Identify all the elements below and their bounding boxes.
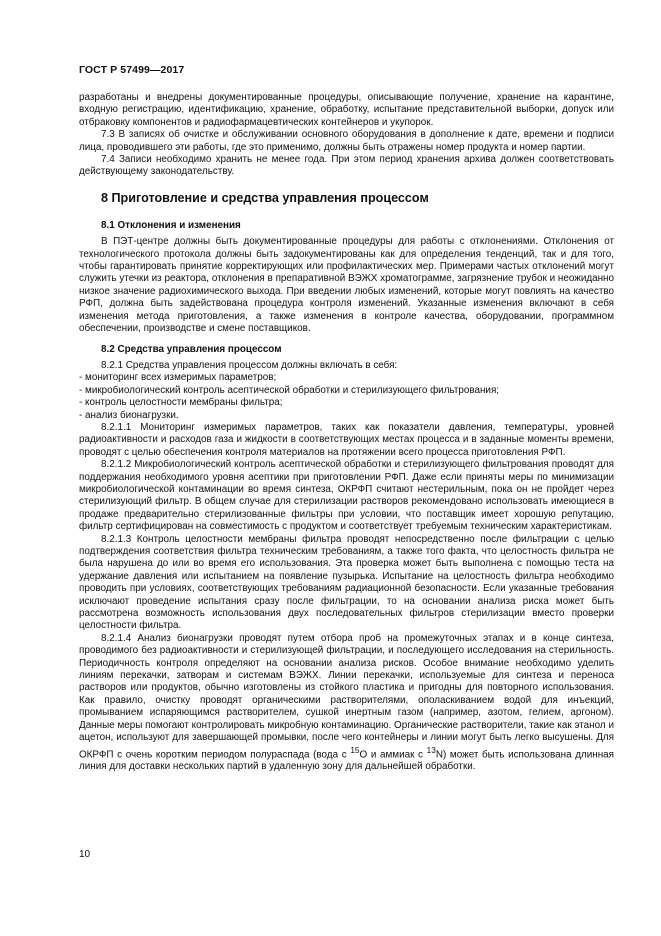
list-item: - микробиологический контроль асептической обработки и стерилизующего фильтрования;	[79, 384, 500, 396]
section-8-2-title: 8.2 Средства управления процессом	[101, 343, 282, 355]
clause-8-2-1-4	[79, 633, 614, 774]
section-8-title: 8 Приготовление и средства управления процессом	[101, 190, 429, 205]
document-body	[79, 92, 614, 774]
isotope-mass-13: 13	[426, 745, 436, 755]
intro-paragraph: разработаны и внедрены документированные процедуры, описывающие получение, хранение на карантине, входную регистрацию, идентификацию, хранение, обработку, испытание представительной выборки, допуск или отбраковку компонентов и радиофармацевтических контейнеров и укупорок.	[79, 92, 614, 128]
clause-7-4: 7.4 Записи необходимо хранить не менее года. При этом период хранения архива должен соответствовать действующему законодательству.	[79, 154, 614, 178]
document-header: ГОСТ Р 57499—2017	[79, 64, 185, 76]
list-item: - анализ бионагрузки.	[79, 409, 179, 421]
list-item: - мониторинг всех измеримых параметров;	[79, 372, 277, 384]
process-controls-list	[79, 372, 614, 422]
clause-8-2-1: 8.2.1 Средства управления процессом должны включать в себя:	[101, 359, 398, 371]
section-8-1-text: В ПЭТ-центре должны быть документированные процедуры для работы с отклонениями. Отклонения от технологического протокола должны быть задокументированы как для определения тенденций, так и для того, чтобы гарантировать принятие корректирующих или профилактических мер. Примерами частых отклонений могут служить утечки из реактора, отклонения в препаративной ВЭЖХ хроматограмме, загрязнение трубок и неожиданно низкое значение радиохимического выхода. При введении любых изменений, которые могут повлиять на качество РФП, должна быть задействована процедура контроля изменений. Указанные изменения включают в себя изменения метода приготовления, а также изменения в контроле качества, оборудовании, программном обеспечении, производстве и смене поставщиков.	[79, 236, 614, 335]
section-8-1-title: 8.1 Отклонения и изменения	[101, 219, 241, 231]
clause-7-3: 7.3 В записях об очистке и обслуживании основного оборудования в дополнение к дате, времени и подписи лица, проводившего эти работы, где это применимо, должны быть отражены номер продукта и номер партии.	[79, 129, 614, 153]
clause-8-2-1-4-text-a: 8.2.1.4 Анализ бионагрузки проводят путем отбора проб на промежуточных этапах и в конце синтеза, проводимого без радиоактивности и стерилизующей фильтрации, и последующего исследования на стерильность. Периодичность контроля определяют на основании анализа рисков. Особое внимание необходимо уделить линиям перекачки, затворам и системам ВЭЖХ. Линии перекачки, используемые для синтеза и переноса растворов или продуктов, обычно изготовлены из стойкого пластика и пригодны для повторного использования. Как правило, очистку проводят органическими растворителями, ополаскиванием водой для инъекций, промыванием испаряющимся растворителем, сушкой инертным газом (например, азотом, гелием, аргоном). Данные меры помогают контролировать микробную контаминацию. Органические растворители, такие как этанол и ацетон, используют для завершающей промывки, после чего контейнеры и линии могут быть легко высушены. Для ОКРФП с очень коротким периодом полураспада (вода с	[79, 632, 614, 760]
list-item: - контроль целостности мембраны фильтра;	[79, 397, 283, 409]
clause-8-2-1-1: 8.2.1.1 Мониторинг измеримых параметров, таких как показатели давления, температуры, уровней радиоактивности и расходов газа и жидкости в соответствующих местах процесса и в заданные моменты времени, проводят с целью обеспечения контроля материалов на протяжении всего процесса приготовления РФП.	[79, 421, 614, 458]
clause-8-2-1-4-text-b: О и аммиак с	[359, 748, 427, 760]
clause-8-2-1-2: 8.2.1.2 Микробиологический контроль асептической обработки и стерилизующего фильтрования проводят для поддержания необходимого уровня асептики при приготовлении РФП. Даже если приняты меры по минимизации микробиологической контаминации во время синтеза, ОКРФП считают нестерильным, пока он не пройдет через стерилизующий фильтр. В общем случае для стерилизации растворов рекомендовано использовать имеющиеся в продаже предварительно стерилизованные фильтры при условии, что поставщик имеет хорошую репутацию, фильтр сертифицирован на совместимость с продуктом и соответствует требуемым техническим характеристикам.	[79, 459, 614, 533]
clause-8-2-1-3: 8.2.1.3 Контроль целостности мембраны фильтра проводят непосредственно после фильтрации с целью подтверждения соответствия фильтра техническим требованиям, а также того факта, что целостность фильтра не была нарушена до или во время его использования. Эта проверка может быть выполнена с помощью теста на удержание давления или испытанием на появление пузырька. Испытание на целостность фильтра необходимо проводить при условиях, соответствующих требованиям радиационной безопасности. Если указанные требования исключают проведение испытания сразу после фильтрации, то на основании анализа риска может быть рассмотрена возможность использования двух последовательных фильтров стерилизации вместо проверки целостности фильтра.	[79, 533, 614, 632]
isotope-mass-15: 15	[350, 745, 360, 755]
clause-8-2-1-4-text-c: N) может быть использована длинная линия для доставки нескольких партий в удаленную зону для дальнейшей обработки.	[79, 748, 615, 773]
page-number: 10	[79, 849, 91, 860]
